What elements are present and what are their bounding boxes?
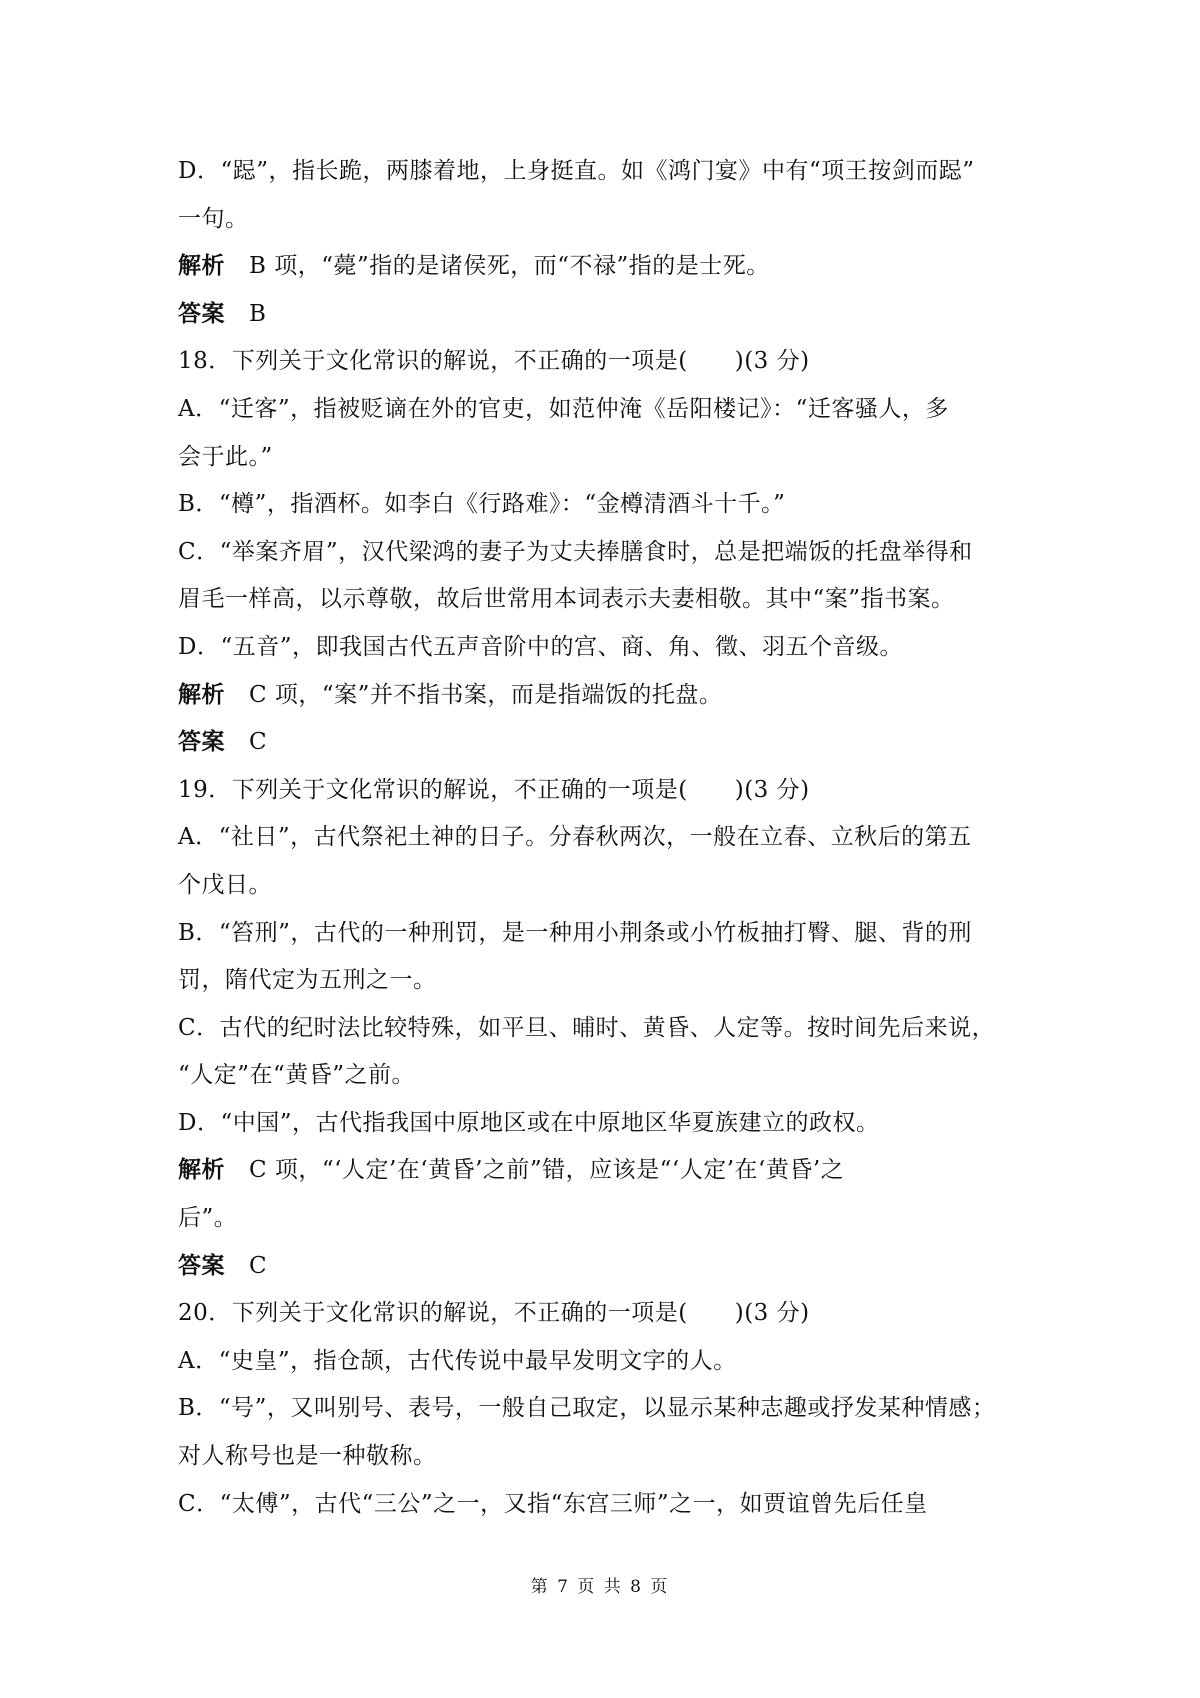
line-text: B．“号”，又叫别号、表号，一般自己取定，以显示某种志趣或抒发某种情感；: [178, 1395, 996, 1422]
line-text: “人定”在“黄昏”之前。: [178, 1062, 416, 1089]
text-line: [178, 957, 1038, 1005]
line-text: 对人称号也是一种敬称。: [178, 1443, 437, 1470]
line-text: D．“跽”，指长跪，两膝着地，上身挺直。如《鸿门宴》中有“项王按剑而跽”: [178, 158, 975, 184]
line-text: B．“樽”，指酒杯。如李白《行路难》：“金樽清酒斗十千。”: [178, 491, 786, 518]
text-line: [178, 1052, 1038, 1100]
line-text: 个戊日。: [178, 871, 272, 898]
line-text: B: [249, 300, 267, 327]
line-text: A．“社日”，古代祭祀土神的日子。分春秋两次，一般在立春、立秋后的第五: [178, 824, 972, 851]
text-line: [178, 148, 1038, 196]
line-text: 罚，隋代定为五刑之一。: [178, 967, 437, 994]
analysis-label: 解析: [178, 253, 225, 280]
line-text: C．“举案齐眉”，汉代梁鸿的妻子为丈夫捧膳食时，总是把端饭的托盘举得和: [178, 538, 973, 565]
text-line: [178, 434, 1038, 482]
line-text: 20．下列关于文化常识的解说，不正确的一项是( )(3 分): [178, 1300, 810, 1327]
line-text: 会于此。”: [178, 443, 273, 470]
line-text: B．“笞刑”，古代的一种刑罚，是一种用小荆条或小竹板抽打臀、腿、背的刑: [178, 919, 972, 946]
text-line: [178, 1100, 1038, 1148]
text-line: [178, 767, 1038, 815]
line-text: A．“迁客”，指被贬谪在外的官吏，如范仲淹《岳阳楼记》：“迁客骚人，多: [178, 395, 949, 422]
answer-label: 答案: [178, 300, 225, 327]
answer-line: [178, 291, 1038, 339]
text-line: [178, 1290, 1038, 1338]
line-text: D．“五音”，即我国古代五声音阶中的宫、商、角、徵、羽五个音级。: [178, 633, 903, 660]
answer-label: 答案: [178, 1252, 225, 1279]
analysis-line: [178, 1147, 1038, 1195]
text-line: [178, 814, 1038, 862]
answer-line: [178, 1243, 1038, 1291]
text-line: [178, 481, 1038, 529]
text-line: [178, 1338, 1038, 1386]
text-line: [178, 910, 1038, 958]
answer-line: [178, 719, 1038, 767]
line-text: 眉毛一样高，以示尊敬，故后世常用本词表示夫妻相敬。其中“案”指书案。: [178, 586, 955, 613]
line-text: C．“太傅”，古代“三公”之一，又指“东宫三师”之一，如贾谊曾先后任皇: [178, 1490, 928, 1517]
line-text: B 项，“薨”指的是诸侯死，而“不禄”指的是士死。: [249, 253, 770, 280]
text-line: [178, 386, 1038, 434]
text-line: [178, 196, 1038, 244]
text-line: [178, 1481, 1038, 1529]
text-line: [178, 338, 1038, 386]
answer-label: 答案: [178, 729, 225, 756]
line-text: D．“中国”，古代指我国中原地区或在中原地区华夏族建立的政权。: [178, 1109, 880, 1136]
line-text: 后”。: [178, 1205, 238, 1232]
text-line: [178, 624, 1038, 672]
line-text: C 项，“‘人定’在‘黄昏’之前”错，应该是“‘人定’在‘黄昏’之: [249, 1157, 845, 1184]
page-footer: 第 7 页 共 8 页: [530, 1577, 670, 1597]
line-text: 19．下列关于文化常识的解说，不正确的一项是( )(3 分): [178, 776, 810, 803]
line-text: A．“史皇”，指仓颉，古代传说中最早发明文字的人。: [178, 1347, 737, 1374]
text-line: [178, 1385, 1038, 1433]
line-text: 18．下列关于文化常识的解说，不正确的一项是( )(3 分): [178, 348, 810, 375]
analysis-label: 解析: [178, 1157, 225, 1184]
text-line: [178, 529, 1038, 577]
analysis-line: [178, 672, 1038, 720]
text-line: [178, 576, 1038, 624]
text-line: [178, 862, 1038, 910]
line-text: C: [249, 729, 268, 756]
analysis-line: [178, 243, 1038, 291]
text-line: [178, 1005, 1038, 1053]
document-body: [178, 148, 1038, 1528]
line-text: C: [249, 1252, 268, 1279]
line-text: 一句。: [178, 205, 249, 232]
analysis-label: 解析: [178, 681, 225, 708]
line-text: C．古代的纪时法比较特殊，如平旦、晡时、黄昏、人定等。按时间先后来说，: [178, 1014, 996, 1041]
text-line: [178, 1433, 1038, 1481]
line-text: C 项，“案”并不指书案，而是指端饭的托盘。: [249, 681, 723, 708]
text-line: [178, 1195, 1038, 1243]
